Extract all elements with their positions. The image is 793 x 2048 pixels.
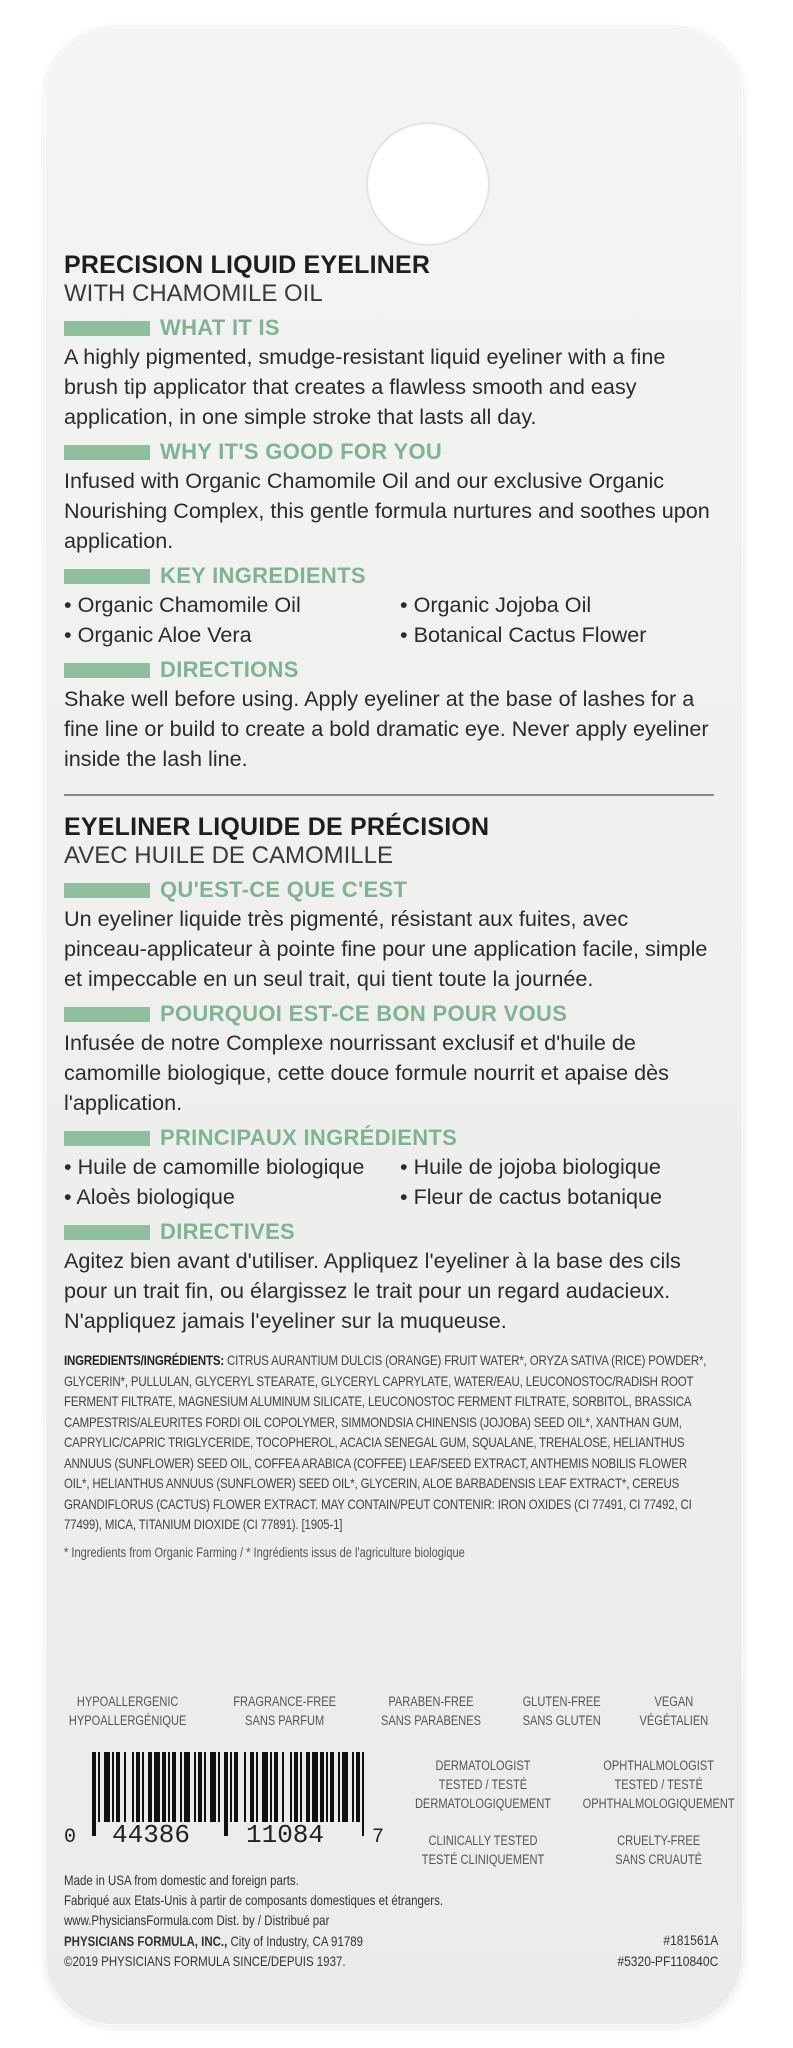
barcode-bar (342, 1752, 348, 1822)
barcode-bar (250, 1752, 254, 1822)
barcode-bar (330, 1752, 334, 1822)
product-subtitle-fr: AVEC HUILE DE CAMOMILLE (64, 842, 393, 869)
section-why-fr (64, 1000, 714, 1028)
why-text-fr: Infusée de notre Complexe nourrissant exclusif et d'huile de camomille biologique, cette douce formule nourrit et apaise dès l'application. (64, 1030, 669, 1115)
section-bar (64, 569, 150, 584)
claim-gluten-free (523, 1692, 601, 1730)
barcode-bar (294, 1752, 298, 1822)
list-item: • Huile de camomille biologique (64, 1152, 400, 1182)
directions-text-fr: Agitez bien avant d'utiliser. Appliquez l'eyeliner à la base des cils pour un trait fin, ou élargissez le trait pour un regard audacieux. N'appliquez jamais l'eyeliner sur la muqueuse. (64, 1248, 681, 1333)
claim-fr: SANS GLUTEN (522, 1713, 602, 1728)
barcode-bar (184, 1752, 190, 1822)
barcode-right-digits: 11084 (246, 1820, 325, 1850)
barcode-bar (312, 1752, 318, 1822)
claim-fr: TESTÉ CLINIQUEMENT (421, 1852, 545, 1867)
claim-fragrance-free (233, 1692, 336, 1730)
section-what-en (64, 314, 714, 342)
claim-en: DERMATOLOGIST TESTED / TESTÉ (435, 1758, 531, 1792)
barcode-bar (224, 1752, 228, 1836)
barcode-first-digit: 0 (64, 1826, 77, 1849)
barcode-bar (104, 1752, 110, 1822)
barcode-last-digit: 7 (372, 1826, 385, 1849)
claim-fr: VÉGÉTALIEN (639, 1713, 709, 1728)
section-why-en (64, 438, 714, 466)
barcode-bar (180, 1752, 182, 1822)
barcode-bar (270, 1752, 272, 1822)
claim-en: FRAGRANCE-FREE (233, 1694, 336, 1709)
list-item: • Aloès biologique (64, 1182, 400, 1212)
section-label: PRINCIPAUX INGRÉDIENTS (160, 1125, 458, 1150)
claim-en: PARABEN-FREE (388, 1694, 474, 1709)
claim-ophthalmologist-tested (583, 1756, 735, 1813)
barcode-bar (210, 1752, 216, 1822)
company-name: PHYSICIANS FORMULA, INC., (64, 1932, 228, 1949)
barcode-bar (98, 1752, 100, 1822)
barcode-bar (262, 1752, 268, 1822)
barcode-bar (320, 1752, 324, 1822)
section-label: DIRECTIONS (160, 657, 299, 682)
list-item: • Botanical Cactus Flower (400, 620, 710, 650)
claim-en: HYPOALLERGENIC (76, 1694, 179, 1709)
barcode-bar (168, 1752, 170, 1822)
code-2: #5320-PF110840C (617, 1952, 718, 1969)
barcode-bar (326, 1752, 328, 1822)
claim-paraben-free (381, 1692, 481, 1730)
section-what-fr (64, 876, 714, 904)
section-label: POURQUOI EST-CE BON POUR VOUS (160, 1001, 568, 1026)
claims-row (56, 1692, 716, 1730)
barcode-bar (290, 1752, 292, 1822)
barcode-bar (204, 1752, 206, 1822)
claim-cruelty-free (583, 1831, 735, 1869)
barcode-bar (132, 1752, 134, 1822)
barcode-bar (362, 1752, 364, 1836)
barcode-bar (256, 1752, 258, 1822)
product-title-en: PRECISION LIQUID EYELINER (64, 251, 431, 279)
section-bar (64, 663, 150, 678)
origin-statement (64, 1870, 572, 1910)
ingredients-label: INGREDIENTS/INGRÉDIENTS: (64, 1352, 224, 1368)
barcode-bar (300, 1752, 302, 1822)
footer-codes (617, 1930, 718, 1971)
barcode-bar (142, 1752, 144, 1822)
claim-fr: HYPOALLERGÉNIQUE (68, 1713, 187, 1728)
product-subtitle-en: WITH CHAMOMILE OIL (64, 280, 323, 307)
what-text-en: A highly pigmented, smudge-resistant liquid eyeliner with a fine brush tip applicator that creates a flawless smooth and easy application, in one simple stroke that lasts all day. (64, 344, 666, 429)
claim-clinically-tested (415, 1831, 551, 1869)
claim-en: CLINICALLY TESTED (428, 1833, 538, 1848)
footer (64, 1910, 744, 1972)
origin-en: Made in USA from domestic and foreign parts. (64, 1872, 299, 1888)
code-1: #181561A (663, 1932, 718, 1948)
barcode-bar (112, 1752, 114, 1822)
section-label: QU'EST-CE QUE C'EST (160, 877, 408, 902)
barcode-bar (356, 1752, 360, 1822)
claim-fr: SANS CRUAUTÉ (615, 1852, 703, 1867)
company-city: City of Industry, CA 91789 (227, 1932, 363, 1949)
organic-footnote: * Ingredients from Organic Farming / * Ingrédients issus de l'agriculture biologique (64, 1544, 465, 1560)
claim-en: OPHTHALMOLOGIST TESTED / TESTÉ (603, 1758, 715, 1792)
website-line: www.PhysiciansFormula.com Dist. by / Distribué par (64, 1912, 330, 1928)
section-directions-fr (64, 1218, 714, 1246)
product-title-fr: EYELINER LIQUIDE DE PRÉCISION (64, 813, 490, 841)
claim-hypoallergenic (69, 1692, 187, 1730)
claim-en: GLUTEN-FREE (522, 1694, 602, 1709)
barcode-bar (148, 1752, 152, 1822)
barcode-bar (194, 1752, 196, 1822)
section-bar (64, 1007, 150, 1022)
section-label: WHAT IT IS (160, 315, 280, 340)
section-bar (64, 321, 150, 336)
list-item: • Organic Chamomile Oil (64, 590, 400, 620)
section-label: KEY INGREDIENTS (160, 563, 366, 588)
barcode-bar (124, 1752, 126, 1822)
barcode-bar (116, 1752, 120, 1822)
ingredients-text: CITRUS AURANTIUM DULCIS (ORANGE) FRUIT WATER*, ORYZA SATIVA (RICE) POWDER*, GLYCERIN*, PULLULAN, GLYCERYL STEARATE, GLYCERYL CAPRYLATE, WATER/EAU, LEUCONOSTOC/RADISH ROOT FERMENT FILTRATE, MAGNESIUM ALUMINUM SILICATE, LEUCONOSTOC FERMENT FILTRATE, SORBITOL, BRASSICA CAMPESTRIS/ALEURITES FORDI OIL COPOLYMER, SIMMONDSIA CHINENSIS (JOJOBA) SEED OIL*, XANTHAN GUM, CAPRYLIC/CAPRIC TRIGLYCERIDE, TOCOPHEROL, ACACIA SENEGAL GUM, SQUALANE, TREHALOSE, HELIANTHUS ANNUUS (SUNFLOWER) SEED OIL, COFFEA ARABICA (COFFEE) LEAF/SEED EXTRACT, ANTHEMIS NOBILIS FLOWER OIL*, HELIANTHUS ANNUUS (SUNFLOWER) SEED OIL*, GLYCERIN, ALOE BARBADENSIS LEAF EXTRACT*, CEREUS GRANDIFLORUS (CACTUS) FLOWER EXTRACT. MAY CONTAIN/PEUT CONTENIR: IRON OXIDES (CI 77491, CI 77492, CI 77499), MICA, TITANIUM DIOXIDE (CI 77891). [1905-1] (64, 1352, 707, 1532)
barcode-bar (274, 1752, 278, 1822)
footer-left (64, 1910, 523, 1972)
claim-en: VEGAN (654, 1694, 694, 1709)
why-text-en: Infused with Organic Chamomile Oil and our exclusive Organic Nourishing Complex, this gentle formula nurtures and soothes upon application. (64, 468, 710, 553)
what-text-fr: Un eyeliner liquide très pigmenté, résistant aux fuites, avec pinceau-applicateur à pointe fine pour une application facile, simple et impeccable en un seul trait, qui tient toute la journée. (64, 906, 708, 991)
barcode-bar (306, 1752, 310, 1822)
barcode-bar (154, 1752, 160, 1822)
barcode-bar (198, 1752, 202, 1822)
list-item: • Organic Aloe Vera (64, 620, 400, 650)
list-item: • Huile de jojoba biologique (400, 1152, 710, 1182)
claim-fr: SANS PARABENES (380, 1713, 481, 1728)
section-bar (64, 445, 150, 460)
section-label: WHY IT'S GOOD FOR YOU (160, 439, 443, 464)
barcode-bar (136, 1752, 140, 1822)
barcode-bar (338, 1752, 340, 1822)
divider (64, 794, 714, 796)
barcode-bar (244, 1752, 246, 1822)
barcode-bar (230, 1752, 232, 1822)
barcode-left-digits: 44386 (112, 1820, 191, 1850)
section-bar (64, 1225, 150, 1240)
section-bar (64, 883, 150, 898)
barcode-bar (218, 1752, 220, 1822)
hang-hole (366, 122, 490, 246)
origin-fr: Fabriqué aux Etats-Unis à partir de composants domestiques et étrangers. (64, 1892, 444, 1908)
claim-fr: OPHTHALMOLOGIQUEMENT (582, 1796, 735, 1811)
barcode-bar (172, 1752, 176, 1822)
barcode-bar (234, 1752, 238, 1822)
barcode-bar (352, 1752, 354, 1822)
barcode-bar (282, 1752, 284, 1822)
key-ingredients-en (64, 590, 714, 650)
section-bar (64, 1131, 150, 1146)
section-key-en (64, 562, 714, 590)
section-label: DIRECTIVES (160, 1219, 296, 1244)
list-item: • Fleur de cactus botanique (400, 1182, 710, 1212)
claim-fr: SANS PARFUM (244, 1713, 325, 1728)
testing-claims (400, 1756, 735, 1869)
company-line (64, 1931, 523, 1952)
claim-en: CRUELTY-FREE (617, 1833, 701, 1848)
claim-vegan (640, 1692, 709, 1730)
list-item: • Organic Jojoba Oil (400, 590, 710, 620)
section-key-fr (64, 1124, 714, 1152)
ingredients-list (64, 1350, 712, 1535)
key-ingredients-fr (64, 1152, 714, 1212)
barcode-bar (162, 1752, 166, 1822)
claim-dermatologist-tested (415, 1756, 551, 1813)
section-directions-en (64, 656, 714, 684)
barcode-bar (92, 1752, 96, 1836)
claim-fr: DERMATOLOGIQUEMENT (414, 1796, 552, 1811)
product-info (64, 250, 714, 1560)
copyright-line: ©2019 PHYSICIANS FORMULA SINCE/DEPUIS 1937. (64, 1953, 346, 1969)
directions-text-en: Shake well before using. Apply eyeliner at the base of lashes for a fine line or build to create a bold dramatic eye. Never apply eyeliner inside the lash line. (64, 686, 709, 771)
